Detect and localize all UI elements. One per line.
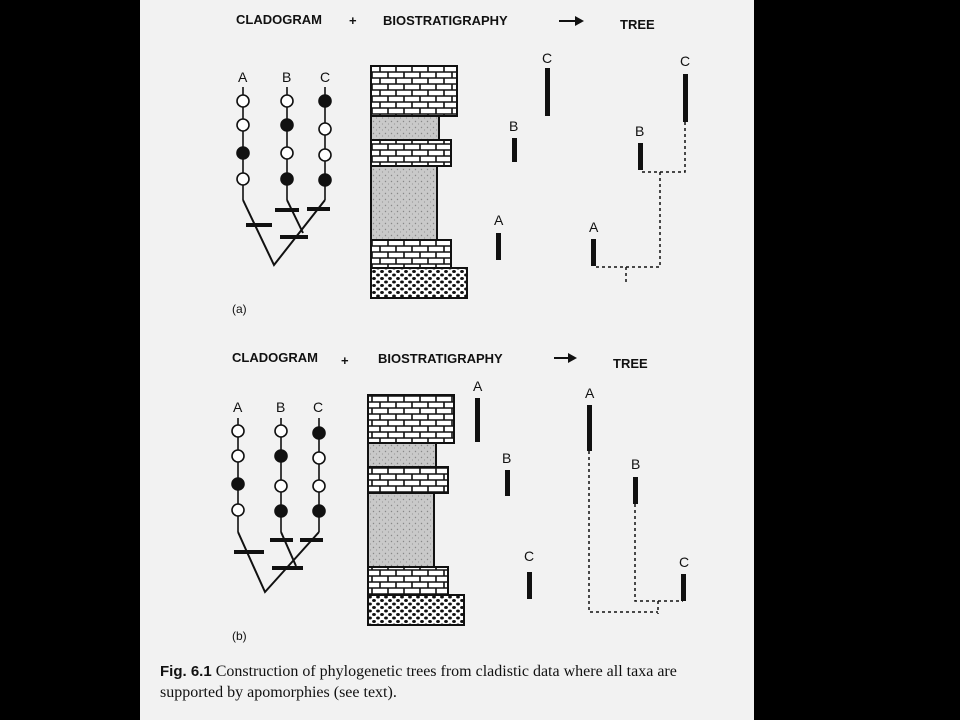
state-open xyxy=(319,123,331,135)
range-label-a: A xyxy=(473,378,483,394)
tree-bar-c xyxy=(681,574,686,601)
range-bar-b xyxy=(505,470,510,496)
range-bar-c xyxy=(545,68,550,116)
cladogram-b xyxy=(232,399,325,592)
state-filled xyxy=(313,427,325,439)
state-filled xyxy=(275,505,287,517)
conglomerate-bed xyxy=(371,268,467,298)
tree-bar-a xyxy=(591,239,596,266)
ranges-b xyxy=(473,378,534,599)
arrow-icon xyxy=(554,353,577,363)
header-tree: TREE xyxy=(613,356,648,371)
header-biostratigraphy: BIOSTRATIGRAPHY xyxy=(383,13,508,28)
range-label-c: C xyxy=(542,50,553,66)
tree-label-a: A xyxy=(585,385,595,401)
tree-label-b: B xyxy=(635,123,645,139)
character-states xyxy=(232,425,325,517)
range-label-a: A xyxy=(494,212,504,228)
limestone-bed xyxy=(371,140,451,166)
state-open xyxy=(232,504,244,516)
tree-label-c: C xyxy=(680,53,691,69)
state-open xyxy=(237,95,249,107)
strat-column-a xyxy=(371,66,467,298)
state-filled xyxy=(232,478,244,490)
header-plus: + xyxy=(341,353,349,368)
state-open xyxy=(313,480,325,492)
state-filled xyxy=(281,173,293,185)
tree-label-b: B xyxy=(631,456,641,472)
tree-bar-b xyxy=(633,477,638,504)
panel-b xyxy=(232,350,689,643)
taxon-label-b: B xyxy=(276,399,286,415)
state-open xyxy=(275,480,287,492)
figure-caption xyxy=(160,661,740,703)
state-open xyxy=(232,450,244,462)
taxon-label-c: C xyxy=(320,69,331,85)
state-open xyxy=(275,425,287,437)
arrow-icon xyxy=(559,16,584,26)
state-filled xyxy=(275,450,287,462)
panel-a xyxy=(232,12,690,316)
limestone-bed xyxy=(368,567,448,595)
range-label-c: C xyxy=(524,548,535,564)
panel-label-b: (b) xyxy=(232,629,247,643)
tree-bar-b xyxy=(638,143,643,170)
header-cladogram: CLADOGRAM xyxy=(232,350,318,365)
range-bar-b xyxy=(512,138,517,162)
range-label-b: B xyxy=(509,118,519,134)
state-filled xyxy=(281,119,293,131)
tree-a xyxy=(589,53,690,282)
header-plus: + xyxy=(349,13,357,28)
tree-bar-c xyxy=(683,74,688,122)
range-bar-a xyxy=(475,398,480,442)
apomorphy-bars xyxy=(234,540,323,568)
limestone-bed xyxy=(368,395,454,443)
state-filled xyxy=(319,174,331,186)
taxon-label-a: A xyxy=(233,399,243,415)
figure-number: Fig. 6.1 xyxy=(160,663,212,680)
caption-text: Construction of phylogenetic trees from cladistic data where all taxa are supported by apomorphies (see text). xyxy=(160,663,677,701)
state-open xyxy=(319,149,331,161)
tree-b xyxy=(585,385,689,614)
state-open xyxy=(281,147,293,159)
header-cladogram: CLADOGRAM xyxy=(236,12,322,27)
limestone-bed xyxy=(371,240,451,268)
state-open xyxy=(232,425,244,437)
strat-column-b xyxy=(368,395,464,625)
ranges-a xyxy=(494,50,552,260)
sandstone-bed xyxy=(371,116,439,140)
state-filled xyxy=(319,95,331,107)
cladogram-a xyxy=(237,69,331,265)
taxon-label-b: B xyxy=(282,69,292,85)
taxon-label-a: A xyxy=(238,69,248,85)
state-open xyxy=(237,173,249,185)
tree-label-c: C xyxy=(679,554,690,570)
conglomerate-bed xyxy=(368,595,464,625)
limestone-bed xyxy=(371,66,457,116)
state-filled xyxy=(313,505,325,517)
tree-label-a: A xyxy=(589,219,599,235)
sandstone-bed xyxy=(371,166,437,240)
limestone-bed xyxy=(368,467,448,493)
state-filled xyxy=(237,147,249,159)
taxon-label-c: C xyxy=(313,399,324,415)
sandstone-bed xyxy=(368,493,434,567)
state-open xyxy=(313,452,325,464)
character-states xyxy=(237,95,331,186)
panel-label-a: (a) xyxy=(232,302,247,316)
state-open xyxy=(237,119,249,131)
header-biostratigraphy: BIOSTRATIGRAPHY xyxy=(378,351,503,366)
header-tree: TREE xyxy=(620,17,655,32)
sandstone-bed xyxy=(368,443,436,467)
range-bar-c xyxy=(527,572,532,599)
tree-bar-a xyxy=(587,405,592,451)
tree-dashed-links xyxy=(589,451,683,614)
range-label-b: B xyxy=(502,450,512,466)
range-bar-a xyxy=(496,233,501,260)
state-open xyxy=(281,95,293,107)
